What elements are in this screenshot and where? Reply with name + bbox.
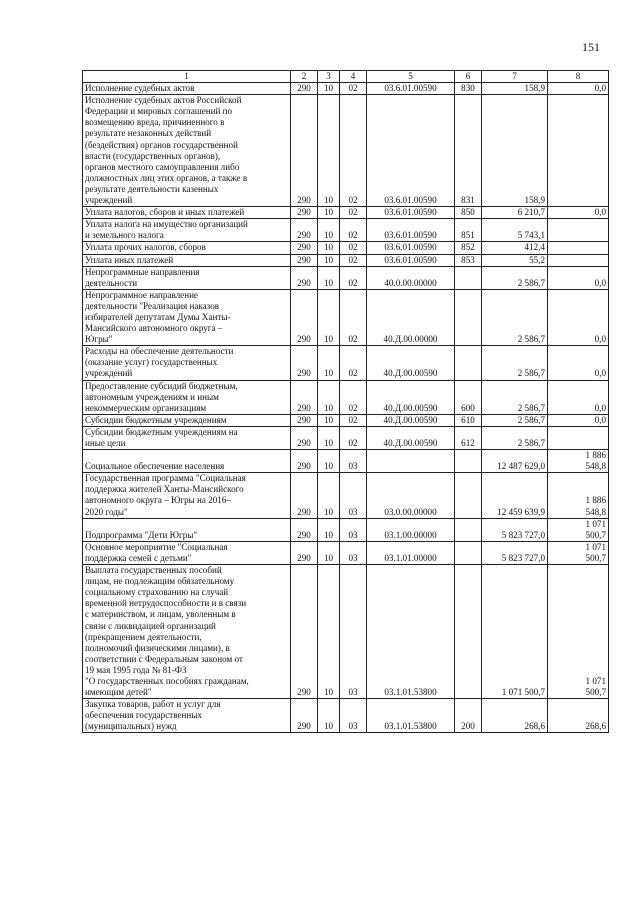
- section-code-cell: 10: [318, 83, 340, 95]
- page-number: 151: [582, 40, 600, 54]
- subvention-amount-cell: 1 071 500,7: [548, 518, 609, 541]
- target-article-cell: 03.6.01.00590: [367, 95, 455, 207]
- amount-cell: 5 823 727,0: [482, 518, 548, 541]
- table-row: [83, 518, 609, 541]
- subsection-code-cell: 02: [340, 346, 367, 380]
- gr-code-cell: 290: [291, 254, 318, 266]
- table-row: [83, 95, 609, 207]
- header-cell: 5: [367, 71, 455, 83]
- section-code-cell: 10: [318, 95, 340, 207]
- table-row: [83, 541, 609, 564]
- table-row: [83, 473, 609, 518]
- row-name-cell: Исполнение судебных актов Российской Федерации и мировых соглашений по возмещению вреда, причиненного в результате незаконных действий (бездействия) органов государственной власти (государственных органов), органов местного самоуправления либо должностных лиц этих органов, а также в результате деятельности казенных учреждений: [83, 95, 291, 207]
- expense-type-cell: 850: [455, 207, 482, 219]
- subsection-code-cell: 02: [340, 266, 367, 289]
- row-name-cell: Уплата налогов, сборов и иных платежей: [83, 207, 291, 219]
- gr-code-cell: 290: [291, 699, 318, 733]
- amount-cell: 2 586,7: [482, 346, 548, 380]
- table-row: [83, 207, 609, 219]
- amount-cell: 158,9: [482, 95, 548, 207]
- row-name-cell: Предоставление субсидий бюджетным, автономным учреждениям и иным некоммерческим организациям: [83, 380, 291, 414]
- target-article-cell: 40.Д.00.00590: [367, 426, 455, 449]
- table-row: [83, 426, 609, 449]
- gr-code-cell: 290: [291, 83, 318, 95]
- section-code-cell: 10: [318, 518, 340, 541]
- subvention-amount-cell: 0,0: [548, 266, 609, 289]
- subvention-amount-cell: [548, 95, 609, 207]
- target-article-cell: 03.1.01.00000: [367, 541, 455, 564]
- gr-code-cell: 290: [291, 450, 318, 473]
- table-row: [83, 414, 609, 426]
- section-code-cell: 10: [318, 242, 340, 254]
- subvention-amount-cell: 1 886 548,8: [548, 450, 609, 473]
- target-article-cell: 03.6.01.00590: [367, 254, 455, 266]
- subvention-amount-cell: [548, 219, 609, 242]
- table-row: [83, 565, 609, 699]
- subsection-code-cell: 03: [340, 473, 367, 518]
- expense-type-cell: 851: [455, 219, 482, 242]
- amount-cell: 2 586,7: [482, 414, 548, 426]
- amount-cell: 12 487 629,0: [482, 450, 548, 473]
- section-code-cell: 10: [318, 219, 340, 242]
- table-body: [83, 83, 609, 733]
- gr-code-cell: 290: [291, 518, 318, 541]
- section-code-cell: 10: [318, 473, 340, 518]
- section-code-cell: 10: [318, 699, 340, 733]
- gr-code-cell: 290: [291, 289, 318, 345]
- header-cell: 7: [482, 71, 548, 83]
- expense-type-cell: 600: [455, 380, 482, 414]
- subsection-code-cell: 02: [340, 254, 367, 266]
- table-row: [83, 699, 609, 733]
- target-article-cell: 40.Д.00.00590: [367, 414, 455, 426]
- row-name-cell: Государственная программа "Социальная поддержка жителей Ханты-Мансийского автономного округа – Югры на 2016– 2020 годы": [83, 473, 291, 518]
- target-article-cell: 40.Д.00.00000: [367, 289, 455, 345]
- table-row: [83, 380, 609, 414]
- amount-cell: 2 586,7: [482, 380, 548, 414]
- header-cell: 8: [548, 71, 609, 83]
- row-name-cell: Выплата государственных пособий лицам, не подлежащим обязательному социальному страхованию на случай временной нетрудоспособности и в связи с материнством, и лицам, уволенным в связи с ликвидацией организаций (прекращением деятельности, полномочий физическими лицами), в соответствии с Федеральным законом от 19 мая 1995 года № 81-ФЗ "О государственных пособиях гражданам, имеющим детей": [83, 565, 291, 699]
- table-row: [83, 219, 609, 242]
- gr-code-cell: 290: [291, 541, 318, 564]
- subsection-code-cell: 02: [340, 242, 367, 254]
- expense-type-cell: 610: [455, 414, 482, 426]
- subsection-code-cell: 02: [340, 83, 367, 95]
- subsection-code-cell: 03: [340, 541, 367, 564]
- target-article-cell: 03.6.01.00590: [367, 242, 455, 254]
- gr-code-cell: 290: [291, 266, 318, 289]
- subvention-amount-cell: 0,0: [548, 414, 609, 426]
- subvention-amount-cell: 0,0: [548, 380, 609, 414]
- header-row: [83, 71, 609, 83]
- target-article-cell: 40.0.00.00000: [367, 266, 455, 289]
- subvention-amount-cell: [548, 242, 609, 254]
- section-code-cell: 10: [318, 207, 340, 219]
- subsection-code-cell: 02: [340, 95, 367, 207]
- expense-type-cell: [455, 565, 482, 699]
- section-code-cell: 10: [318, 266, 340, 289]
- section-code-cell: 10: [318, 380, 340, 414]
- expense-type-cell: [455, 266, 482, 289]
- expense-type-cell: 852: [455, 242, 482, 254]
- amount-cell: 5 823 727,0: [482, 541, 548, 564]
- amount-cell: 5 743,1: [482, 219, 548, 242]
- row-name-cell: Непрограммное направление деятельности "Реализация наказов избирателей депутатам Думы Ханты- Мансийского автономного округа – Югры": [83, 289, 291, 345]
- subsection-code-cell: 02: [340, 380, 367, 414]
- target-article-cell: [367, 450, 455, 473]
- subvention-amount-cell: 0,0: [548, 289, 609, 345]
- row-name-cell: Уплата прочих налогов, сборов: [83, 242, 291, 254]
- expense-type-cell: [455, 541, 482, 564]
- amount-cell: 158,9: [482, 83, 548, 95]
- amount-cell: 268,6: [482, 699, 548, 733]
- subsection-code-cell: 03: [340, 699, 367, 733]
- subvention-amount-cell: 0,0: [548, 346, 609, 380]
- row-name-cell: Непрограммные направления деятельности: [83, 266, 291, 289]
- row-name-cell: Субсидии бюджетным учреждениям на иные цели: [83, 426, 291, 449]
- subsection-code-cell: 02: [340, 207, 367, 219]
- section-code-cell: 10: [318, 450, 340, 473]
- amount-cell: 1 071 500,7: [482, 565, 548, 699]
- subsection-code-cell: 03: [340, 518, 367, 541]
- expense-type-cell: [455, 289, 482, 345]
- amount-cell: 12 459 639,9: [482, 473, 548, 518]
- subvention-amount-cell: 0,0: [548, 207, 609, 219]
- amount-cell: 2 586,7: [482, 426, 548, 449]
- expense-type-cell: 612: [455, 426, 482, 449]
- row-name-cell: Расходы на обеспечение деятельности (оказание услуг) государственных учреждений: [83, 346, 291, 380]
- target-article-cell: 03.1.01.53800: [367, 699, 455, 733]
- table-row: [83, 346, 609, 380]
- target-article-cell: 03.6.01.00590: [367, 219, 455, 242]
- section-code-cell: 10: [318, 541, 340, 564]
- gr-code-cell: 290: [291, 473, 318, 518]
- budget-table: [82, 70, 609, 733]
- header-cell: 1: [83, 71, 291, 83]
- header-cell: 6: [455, 71, 482, 83]
- subsection-code-cell: 02: [340, 219, 367, 242]
- subsection-code-cell: 02: [340, 414, 367, 426]
- amount-cell: 6 210,7: [482, 207, 548, 219]
- target-article-cell: 40.Д.00.00590: [367, 380, 455, 414]
- expense-type-cell: 831: [455, 95, 482, 207]
- amount-cell: 55,2: [482, 254, 548, 266]
- subvention-amount-cell: [548, 254, 609, 266]
- expense-type-cell: [455, 450, 482, 473]
- header-cell: 4: [340, 71, 367, 83]
- row-name-cell: Закупка товаров, работ и услуг для обеспечения государственных (муниципальных) нужд: [83, 699, 291, 733]
- target-article-cell: 40.Д.00.00590: [367, 346, 455, 380]
- row-name-cell: Уплата налога на имущество организаций и земельного налога: [83, 219, 291, 242]
- gr-code-cell: 290: [291, 207, 318, 219]
- table-row: [83, 450, 609, 473]
- target-article-cell: 03.1.00.00000: [367, 518, 455, 541]
- row-name-cell: Подпрограмма "Дети Югры": [83, 518, 291, 541]
- subvention-amount-cell: 1 071 500,7: [548, 565, 609, 699]
- target-article-cell: 03.6.01.00590: [367, 83, 455, 95]
- gr-code-cell: 290: [291, 219, 318, 242]
- amount-cell: 412,4: [482, 242, 548, 254]
- expense-type-cell: 853: [455, 254, 482, 266]
- subsection-code-cell: 03: [340, 450, 367, 473]
- header-cell: 3: [318, 71, 340, 83]
- table-row: [83, 242, 609, 254]
- section-code-cell: 10: [318, 426, 340, 449]
- gr-code-cell: 290: [291, 242, 318, 254]
- subvention-amount-cell: 1 071 500,7: [548, 541, 609, 564]
- expense-type-cell: [455, 346, 482, 380]
- target-article-cell: 03.6.01.00590: [367, 207, 455, 219]
- section-code-cell: 10: [318, 254, 340, 266]
- table-row: [83, 254, 609, 266]
- gr-code-cell: 290: [291, 95, 318, 207]
- gr-code-cell: 290: [291, 565, 318, 699]
- header-cell: 2: [291, 71, 318, 83]
- gr-code-cell: 290: [291, 414, 318, 426]
- gr-code-cell: 290: [291, 426, 318, 449]
- row-name-cell: Уплата иных платежей: [83, 254, 291, 266]
- expense-type-cell: 830: [455, 83, 482, 95]
- section-code-cell: 10: [318, 289, 340, 345]
- expense-type-cell: [455, 473, 482, 518]
- expense-type-cell: [455, 518, 482, 541]
- gr-code-cell: 290: [291, 346, 318, 380]
- row-name-cell: Субсидии бюджетным учреждениям: [83, 414, 291, 426]
- section-code-cell: 10: [318, 565, 340, 699]
- subsection-code-cell: 02: [340, 289, 367, 345]
- target-article-cell: 03.1.01.53800: [367, 565, 455, 699]
- row-name-cell: Социальное обеспечение населения: [83, 450, 291, 473]
- section-code-cell: 10: [318, 414, 340, 426]
- subvention-amount-cell: 0,0: [548, 83, 609, 95]
- subvention-amount-cell: 268,6: [548, 699, 609, 733]
- expense-type-cell: 200: [455, 699, 482, 733]
- subsection-code-cell: 02: [340, 426, 367, 449]
- target-article-cell: 03.0.00.00000: [367, 473, 455, 518]
- table-row: [83, 289, 609, 345]
- amount-cell: 2 586,7: [482, 289, 548, 345]
- amount-cell: 2 586,7: [482, 266, 548, 289]
- row-name-cell: Исполнение судебных актов: [83, 83, 291, 95]
- subvention-amount-cell: [548, 426, 609, 449]
- section-code-cell: 10: [318, 346, 340, 380]
- table-row: [83, 83, 609, 95]
- subvention-amount-cell: 1 886 548,8: [548, 473, 609, 518]
- gr-code-cell: 290: [291, 380, 318, 414]
- subsection-code-cell: 03: [340, 565, 367, 699]
- table-row: [83, 266, 609, 289]
- row-name-cell: Основное мероприятие "Социальная поддержка семей с детьми": [83, 541, 291, 564]
